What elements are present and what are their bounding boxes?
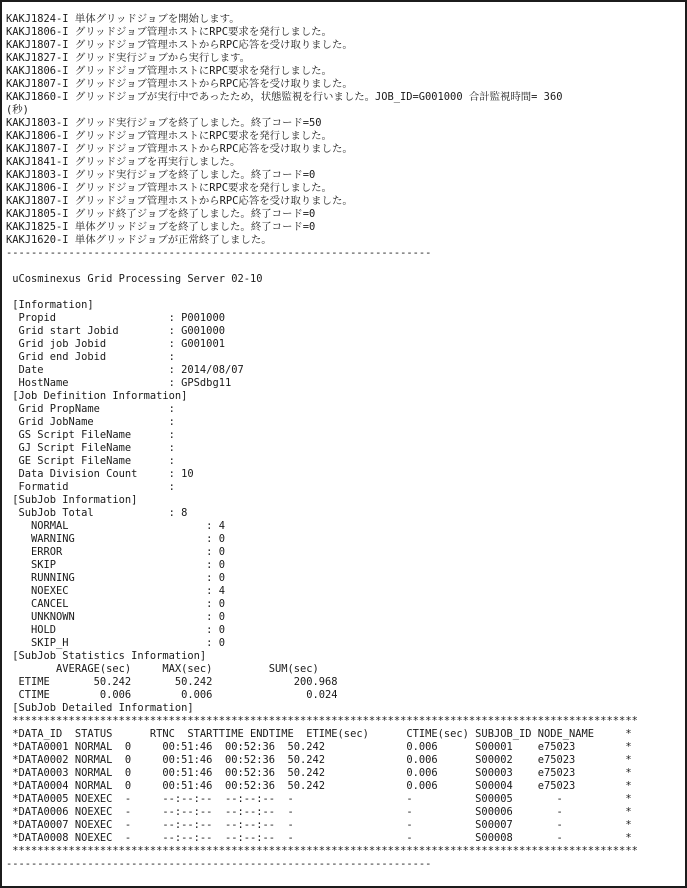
report-field-line: UNKNOWN : 0 — [6, 611, 225, 623]
log-line: KAKJ1806-I グリッドジョブ管理ホストにRPC要求を発行しました。 — [6, 182, 332, 194]
report-field-line: GS Script FileName : — [6, 429, 175, 441]
report-field-line: Grid JobName : — [6, 416, 175, 428]
report-field-line: Data Division Count : 10 — [6, 468, 194, 480]
table-row-line: *DATA0008 NOEXEC - --:--:-- --:--:-- - - S00008 - * — [6, 832, 632, 844]
report-section-header: [Job Definition Information] — [6, 390, 188, 402]
report-field-line: WARNING : 0 — [6, 533, 225, 545]
table-row-line: *DATA0005 NOEXEC - --:--:-- --:--:-- - - S00005 - * — [6, 793, 632, 805]
report-field-line: NOEXEC : 4 — [6, 585, 225, 597]
log-line: KAKJ1803-I グリッド実行ジョブを終了しました。終了コード=0 — [6, 169, 316, 181]
section-divider: -------------------------------------------------------------------- — [6, 247, 432, 259]
statistics-row-line: ETIME 50.242 50.242 200.968 — [6, 676, 338, 688]
report-field-line: HostName : GPSdbg11 — [6, 377, 232, 389]
log-line: KAKJ1803-I グリッド実行ジョブを終了しました。終了コード=50 — [6, 117, 322, 129]
report-field-line: Grid PropName : — [6, 403, 175, 415]
table-row-line: *DATA0003 NORMAL 0 00:51:46 00:52:36 50.242 0.006 S00003 e75023 * — [6, 767, 632, 779]
blank-line — [6, 260, 683, 273]
statistics-column-header-line: AVERAGE(sec) MAX(sec) SUM(sec) — [6, 663, 319, 675]
log-line: KAKJ1807-I グリッドジョブ管理ホストからRPC応答を受け取りました。 — [6, 143, 353, 155]
report-field-line: ERROR : 0 — [6, 546, 225, 558]
report-section-header: [SubJob Statistics Information] — [6, 650, 207, 662]
report-section-header: [Information] — [6, 299, 94, 311]
server-version-banner: uCosminexus Grid Processing Server 02-10 — [6, 273, 263, 285]
report-field-line: Grid start Jobid : G001000 — [6, 325, 225, 337]
log-line: KAKJ1827-I グリッド実行ジョブから実行します。 — [6, 52, 250, 64]
log-line: KAKJ1620-I 単体グリッドジョブが正常終了しました。 — [6, 234, 272, 246]
table-row-line: *DATA0007 NOEXEC - --:--:-- --:--:-- - - S00007 - * — [6, 819, 632, 831]
report-field-line: Date : 2014/08/07 — [6, 364, 244, 376]
report-field-line: SKIP : 0 — [6, 559, 225, 571]
report-field-line: GJ Script FileName : — [6, 442, 175, 454]
report-field-line: Grid end Jobid : — [6, 351, 175, 363]
section-divider: -------------------------------------------------------------------- — [6, 858, 432, 870]
report-field-line: SubJob Total : 8 — [6, 507, 188, 519]
table-row-line: *DATA0004 NORMAL 0 00:51:46 00:52:36 50.242 0.006 S00004 e75023 * — [6, 780, 632, 792]
table-row-line: *DATA0006 NOEXEC - --:--:-- --:--:-- - - S00006 - * — [6, 806, 632, 818]
log-line: KAKJ1806-I グリッドジョブ管理ホストにRPC要求を発行しました。 — [6, 26, 332, 38]
log-line: KAKJ1807-I グリッドジョブ管理ホストからRPC応答を受け取りました。 — [6, 39, 353, 51]
report-field-line: CANCEL : 0 — [6, 598, 225, 610]
report-field-line: HOLD : 0 — [6, 624, 225, 636]
log-line: KAKJ1807-I グリッドジョブ管理ホストからRPC応答を受け取りました。 — [6, 78, 353, 90]
log-line: KAKJ1860-I グリッドジョブが実行中であったため，状態監視を行いました。JOB_ID=G001000 合計監視時間= 360 — [6, 91, 563, 103]
table-border-line: **************************************************************************************************** — [6, 845, 638, 857]
report-field-line: RUNNING : 0 — [6, 572, 225, 584]
table-border-line: **************************************************************************************************** — [6, 715, 638, 727]
table-header-line: *DATA_ID STATUS RTNC STARTTIME ENDTIME ETIME(sec) CTIME(sec) SUBJOB_ID NODE_NAME * — [6, 728, 632, 740]
report-field-line: Grid job Jobid : G001001 — [6, 338, 225, 350]
table-row-line: *DATA0002 NORMAL 0 00:51:46 00:52:36 50.242 0.006 S00002 e75023 * — [6, 754, 632, 766]
table-row-line: *DATA0001 NORMAL 0 00:51:46 00:52:36 50.242 0.006 S00001 e75023 * — [6, 741, 632, 753]
log-line: KAKJ1824-I 単体グリッドジョブを開始します。 — [6, 13, 240, 25]
report-section-header: [SubJob Information] — [6, 494, 138, 506]
log-line: KAKJ1825-I 単体グリッドジョブを終了しました。終了コード=0 — [6, 221, 316, 233]
blank-line — [6, 286, 683, 299]
report-section-header: [SubJob Detailed Information] — [6, 702, 194, 714]
log-line: KAKJ1806-I グリッドジョブ管理ホストにRPC要求を発行しました。 — [6, 130, 332, 142]
log-line: KAKJ1806-I グリッドジョブ管理ホストにRPC要求を発行しました。 — [6, 65, 332, 77]
report-field-line: Formatid : — [6, 481, 175, 493]
report-field-line: SKIP_H : 0 — [6, 637, 225, 649]
report-field-line: GE Script FileName : — [6, 455, 175, 467]
log-line: KAKJ1841-I グリッドジョブを再実行しました。 — [6, 156, 241, 168]
statistics-row-line: CTIME 0.006 0.006 0.024 — [6, 689, 338, 701]
log-line-wrap: (秒) — [6, 104, 29, 116]
log-line: KAKJ1805-I グリッド終了ジョブを終了しました。終了コード=0 — [6, 208, 316, 220]
report-field-line: NORMAL : 4 — [6, 520, 225, 532]
log-line: KAKJ1807-I グリッドジョブ管理ホストからRPC応答を受け取りました。 — [6, 195, 353, 207]
report-field-line: Propid : P001000 — [6, 312, 225, 324]
